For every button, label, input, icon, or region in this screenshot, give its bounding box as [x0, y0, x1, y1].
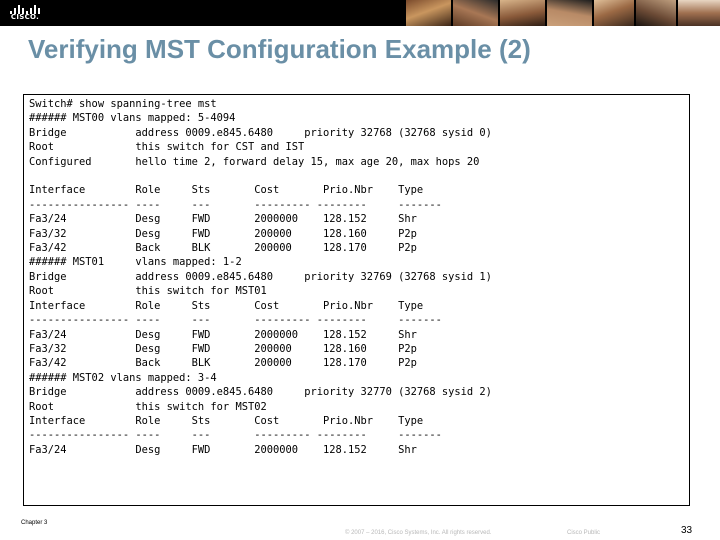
chapter-label: Chapter 3 — [21, 520, 48, 526]
slide-title: Verifying MST Configuration Example (2) — [28, 34, 531, 64]
cli-line: Bridge address 0009.e845.6480 priority 32770 (32768 sysid 2) — [29, 386, 492, 399]
cli-line: Switch# show spanning-tree mst — [29, 98, 217, 110]
cli-line: Interface Role Sts Cost Prio.Nbr Type — [29, 299, 424, 312]
cli-output-text — [24, 95, 689, 457]
page-number: 33 — [681, 525, 693, 536]
person-photo — [678, 0, 720, 26]
cli-line: Root this switch for MST01 — [29, 285, 267, 298]
cli-line: Fa3/42 Back BLK 200000 128.170 P2p — [29, 357, 417, 370]
cli-output-box — [23, 94, 690, 506]
cli-line: ---------------- ---- --- --------- -------- ------- — [29, 314, 442, 327]
cli-line: ---------------- ---- --- --------- -------- ------- — [29, 198, 442, 211]
cli-line: Configured hello time 2, forward delay 15, max age 20, max hops 20 — [29, 155, 480, 168]
cli-line: Bridge address 0009.e845.6480 priority 32768 (32768 sysid 0) — [29, 126, 492, 139]
cli-line: Fa3/32 Desg FWD 200000 128.160 P2p — [29, 227, 417, 240]
cli-line: ---------------- ---- --- --------- -------- ------- — [29, 429, 442, 442]
cli-line: Fa3/24 Desg FWD 2000000 128.152 Shr — [29, 443, 417, 456]
cli-line: ###### MST02 vlans mapped: 3-4 — [29, 371, 217, 384]
cli-line: Interface Role Sts Cost Prio.Nbr Type — [29, 414, 424, 427]
logo-text: CISCO. — [10, 13, 40, 21]
copyright-notice: © 2007 – 2016, Cisco Systems, Inc. All rights reserved. — [345, 530, 492, 536]
cli-line: Root this switch for MST02 — [29, 400, 267, 413]
cli-line: Root this switch for CST and IST — [29, 141, 305, 154]
cli-line: Fa3/24 Desg FWD 2000000 128.152 Shr — [29, 213, 417, 226]
cli-line: Fa3/32 Desg FWD 200000 128.160 P2p — [29, 342, 417, 355]
person-photo — [453, 0, 498, 26]
person-photo — [500, 0, 545, 26]
person-photo — [636, 0, 676, 26]
cli-line: Interface Role Sts Cost Prio.Nbr Type — [29, 184, 424, 197]
cli-line: Fa3/24 Desg FWD 2000000 128.152 Shr — [29, 328, 417, 341]
cli-line: ###### MST00 vlans mapped: 5-4094 — [29, 112, 236, 125]
cli-line: Fa3/42 Back BLK 200000 128.170 P2p — [29, 242, 417, 255]
cli-line: ###### MST01 vlans mapped: 1-2 — [29, 256, 242, 269]
person-photo — [594, 0, 634, 26]
cisco-logo — [8, 3, 42, 23]
person-photo — [547, 0, 592, 26]
classification-label: Cisco Public — [567, 530, 601, 536]
cli-line: Bridge address 0009.e845.6480 priority 32769 (32768 sysid 1) — [29, 270, 492, 283]
header-banner — [0, 0, 720, 26]
person-photo — [406, 0, 451, 26]
